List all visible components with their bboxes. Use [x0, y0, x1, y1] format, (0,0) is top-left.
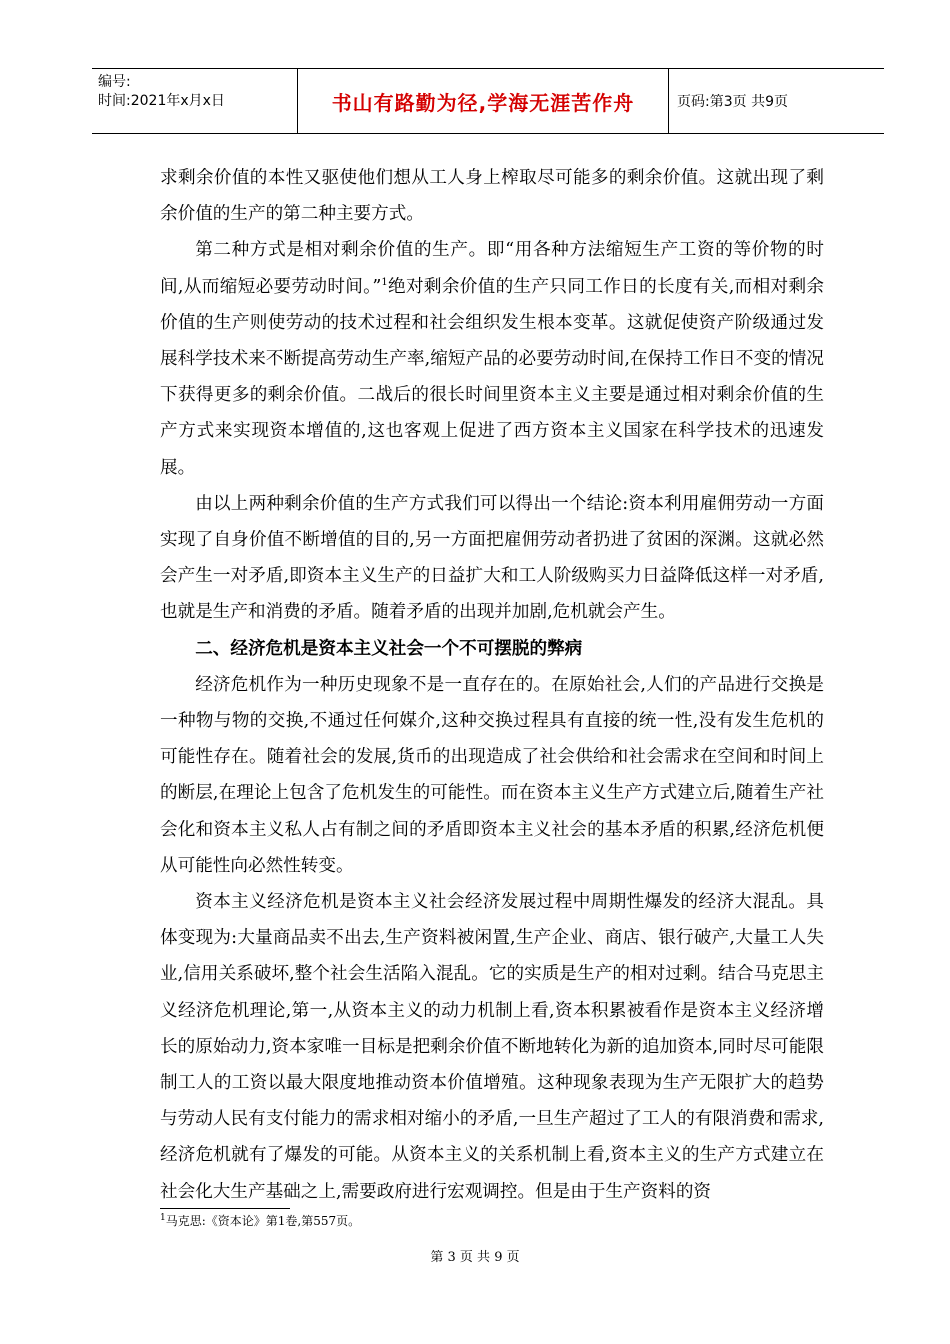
paragraph-continuation: 求剩余价值的本性又驱使他们想从工人身上榨取尽可能多的剩余价值。这就出现了剩余价值的生产的第二种主要方式。: [160, 168, 824, 225]
footnote-mark: 1: [160, 1213, 166, 1223]
page-footer: 第 3 页 共 9 页: [430, 1250, 520, 1265]
paragraph-crisis-nature: 资本主义经济危机是资本主义社会经济发展过程中周期性爆发的经济大混乱。具体变现为:大量商品卖不出去,生产资料被闲置,生产企业、商店、银行破产,大量工人失业,信用关系破坏,整个社会生活陷入混乱。它的实质是生产的相对过剩。结合马克思主义经济危机理论,第一,从资本主义的动力机制上看,资本积累被看作是资本主义经济增长的原始动力,资本家唯一目标是把剩余价值不断地转化为新的追加资本,同时尽可能限制工人的工资以最大限度地推动资本价值增殖。这种现象表现为生产无限扩大的趋势与劳动人民有支付能力的需求相对缩小的矛盾,一旦生产超过了工人的有限消费和需求,经济危机就有了爆发的可能。从资本主义的关系机制上看,资本主义的生产方式建立在社会化大生产基础之上,需要政府进行宏观调控。但是由于生产资料的资: [160, 892, 824, 1202]
paragraph-conclusion: 由以上两种剩余价值的生产方式我们可以得出一个结论:资本利用雇佣劳动一方面实现了自身价值不断增值的目的,另一方面把雇佣劳动者扔进了贫困的深渊。这就必然会产生一对矛盾,即资本主义生产的日益扩大和工人阶级购买力日益降低这样一对矛盾,也就是生产和消费的矛盾。随着矛盾的出现并加剧,危机就会产生。: [160, 493, 824, 623]
document-body: [160, 160, 824, 1210]
document-number-label: 编号:: [98, 74, 131, 90]
header-page-label: 页码:第3页 共9页: [677, 94, 788, 110]
footnote: [160, 1213, 360, 1229]
footnote-reference: 1: [381, 276, 388, 288]
header-meta: [92, 69, 297, 133]
paragraph-text: 绝对剩余价值的生产只同工作日的长度有关,而相对剩余价值的生产则使劳动的技术过程和社会组织发生根本变革。这就促使资产阶级通过发展科学技术来不断提高劳动生产率,缩短产品的必要劳动时间,在保持工作日不变的情况下获得更多的剩余价值。二战后的很长时间里资本主义主要是通过相对剩余价值的生产方式来实现资本增值的,这也客观上促进了西方资本主义国家在科学技术的迅速发展。: [160, 276, 824, 478]
document-time-label: 时间:2021年x月x日: [98, 93, 225, 109]
paragraph-text: 第二种方式是相对剩余价值的生产。即“用各种方法缩短生产工资的等价物的时间,从而缩短必要劳动时间。”: [160, 240, 824, 297]
footnote-divider: [160, 1208, 290, 1209]
header-motto: 书山有路勤为径,学海无涯苦作舟: [297, 69, 669, 133]
section-heading: 二、经济危机是资本主义社会一个不可摆脱的弊病: [195, 638, 583, 659]
page-header: [92, 68, 884, 134]
paragraph-relative-surplus-value: [160, 232, 824, 485]
footnote-text: 马克思:《资本论》第1卷,第557页。: [165, 1214, 361, 1228]
paragraph-history: 经济危机作为一种历史现象不是一直存在的。在原始社会,人们的产品进行交换是一种物与物的交换,不通过任何媒介,这种交换过程具有直接的统一性,没有发生危机的可能性存在。随着社会的发展,货币的出现造成了社会供给和社会需求在空间和时间上的断层,在理论上包含了危机发生的可能性。而在资本主义生产方式建立后,随着生产社会化和资本主义私人占有制之间的矛盾即资本主义社会的基本矛盾的积累,经济危机便从可能性向必然性转变。: [160, 674, 824, 876]
